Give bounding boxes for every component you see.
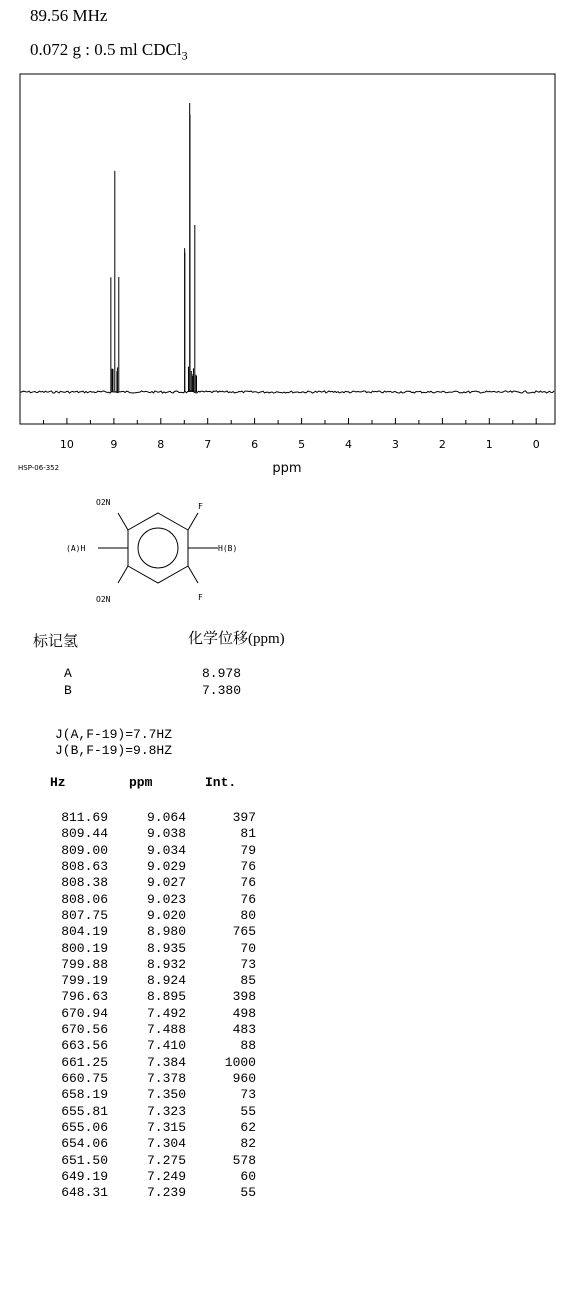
top-no2-label: O2N: [96, 498, 111, 507]
table-row: [40, 859, 256, 875]
x-tick-label: 9: [110, 438, 118, 451]
table-row: [40, 957, 256, 973]
peak-ppm-cell: 9.029: [146, 858, 186, 874]
table-row: [40, 1120, 256, 1136]
peak-ppm-cell: 7.384: [146, 1054, 186, 1070]
peak-hz-cell: 799.88: [61, 956, 108, 972]
bond-top-no2: [118, 513, 128, 530]
table-row: [40, 810, 256, 826]
x-tick-label: 6: [251, 438, 259, 451]
table-row: [40, 1136, 256, 1152]
table-row: [40, 1169, 256, 1185]
peak-hz-cell: 804.19: [61, 924, 108, 940]
x-tick-label: 8: [157, 438, 165, 451]
x-tick-label: 5: [298, 438, 306, 451]
peak-int-cell: 55: [240, 1185, 256, 1201]
peak-ppm-cell: 7.275: [146, 1152, 186, 1168]
spectrometer-frequency: 89.56 MHz: [30, 6, 108, 25]
peak-ppm-cell: 7.488: [146, 1022, 186, 1038]
peak-ppm-cell: 8.895: [146, 989, 186, 1005]
peak-int-cell: 80: [240, 907, 256, 923]
peak-hz-cell: 796.63: [61, 989, 108, 1005]
x-axis-ticks: [20, 418, 540, 451]
peak-ppm-cell: 8.924: [146, 973, 186, 989]
coupling-b: J(B,F-19)=9.8HZ: [55, 743, 173, 758]
peak-int-cell: 765: [232, 924, 256, 940]
x-tick-label: 2: [438, 438, 446, 451]
peak-ppm-cell: 7.323: [146, 1103, 186, 1119]
peak-ppm-cell: 8.980: [146, 924, 186, 940]
peak-hz-cell: 658.19: [61, 1087, 108, 1103]
peak-ppm-cell: 9.038: [146, 826, 186, 842]
peak-ppm-cell: 9.020: [146, 907, 186, 923]
table-row: [40, 1185, 256, 1201]
peak-ppm-cell: 9.023: [146, 891, 186, 907]
coupling-a: J(A,F-19)=7.7HZ: [55, 727, 173, 742]
table-row: [40, 973, 256, 989]
bond-top-f: [188, 513, 198, 530]
sample-subscript: 3: [181, 48, 188, 63]
table-row: [40, 826, 256, 842]
peak-hz-cell: 807.75: [61, 907, 108, 923]
left-h-label: (A)H: [66, 544, 86, 553]
nmr-spectrum-chart: [0, 0, 570, 485]
peak-int-cell: 88: [240, 1038, 256, 1054]
peak-int-cell: 62: [240, 1119, 256, 1135]
peak-hz-cell: 651.50: [61, 1152, 108, 1168]
peak-int-cell: 76: [240, 875, 256, 891]
table-row: [40, 1153, 256, 1169]
peak-hz-cell: 808.38: [61, 875, 108, 891]
peak-int-cell: 483: [232, 1022, 256, 1038]
peak-ppm-cell: 7.239: [146, 1185, 186, 1201]
peak-ppm-cell: 7.410: [146, 1038, 186, 1054]
peak-hz-cell: 809.44: [61, 826, 108, 842]
peak-ppm-cell: 7.350: [146, 1087, 186, 1103]
bottom-f-label: F: [198, 593, 203, 602]
top-f-label: F: [198, 502, 203, 511]
table-row: [40, 892, 256, 908]
peak-hz-cell: 670.94: [61, 1005, 108, 1021]
peak-hz-cell: 800.19: [61, 940, 108, 956]
peak-ppm-cell: 7.378: [146, 1071, 186, 1086]
assignment-shift-b: 7.380: [202, 683, 242, 698]
aromatic-circle: [138, 528, 178, 568]
peak-hz-cell: 670.56: [61, 1022, 108, 1038]
peak-ppm-cell: 7.492: [146, 1005, 186, 1021]
label-column-header: 标记氢: [33, 634, 79, 650]
table-row: [40, 843, 256, 859]
peak-int-cell: 397: [232, 810, 256, 825]
x-tick-label: 3: [391, 438, 399, 451]
spectrum-baseline: [20, 391, 554, 393]
molecule-structure: [60, 488, 280, 623]
peak-hz-cell: 654.06: [61, 1136, 108, 1152]
table-row: [40, 924, 256, 940]
table-row: [40, 989, 256, 1005]
spectrum-code: HSP-06-352: [18, 464, 60, 472]
peak-hz-cell: 655.06: [61, 1119, 108, 1135]
peak-ppm-cell: 8.932: [146, 956, 186, 972]
table-row: [40, 941, 256, 957]
peak-int-cell: 73: [240, 1087, 256, 1103]
peak-int-cell: 79: [240, 842, 256, 858]
peak-header-hz: Hz: [50, 775, 66, 790]
peak-int-cell: 76: [240, 858, 256, 874]
peak-int-cell: 85: [240, 973, 256, 989]
table-row: [40, 875, 256, 891]
peak-hz-cell: 811.69: [61, 810, 108, 825]
peak-ppm-cell: 9.027: [146, 875, 186, 891]
peak-ppm-cell: 7.315: [146, 1119, 186, 1135]
peak-hz-cell: 648.31: [61, 1185, 108, 1201]
peak-int-cell: 498: [232, 1005, 256, 1021]
peak-hz-cell: 799.19: [61, 973, 108, 989]
bond-bottom-no2: [118, 566, 128, 583]
benzene-ring: [128, 513, 188, 583]
peak-hz-cell: 809.00: [61, 842, 108, 858]
assignment-shift-a: 8.978: [202, 666, 242, 681]
peak-ppm-cell: 7.304: [146, 1136, 186, 1152]
peak-hz-cell: 661.25: [61, 1054, 108, 1070]
x-tick-label: 4: [345, 438, 352, 451]
peak-int-cell: 578: [232, 1152, 256, 1168]
peak-hz-cell: 808.06: [61, 891, 108, 907]
table-row: [40, 1055, 256, 1071]
table-row: [40, 1022, 256, 1038]
x-tick-label: 0: [532, 438, 540, 451]
peak-hz-cell: 655.81: [61, 1103, 108, 1119]
peak-header-ppm: ppm: [129, 775, 153, 790]
peak-hz-cell: 663.56: [61, 1038, 108, 1054]
x-tick-label: 10: [59, 438, 74, 451]
table-row: [40, 1071, 256, 1087]
x-tick-label: 7: [204, 438, 212, 451]
peak-hz-cell: 649.19: [61, 1168, 108, 1184]
right-h-label: H(B): [218, 544, 238, 553]
table-row: [40, 1038, 256, 1054]
bond-bottom-f: [188, 566, 198, 583]
peak-hz-cell: 660.75: [61, 1071, 108, 1086]
sample-text: 0.072 g : 0.5 ml CDCl: [30, 40, 182, 59]
peak-table: [40, 810, 256, 1202]
peak-int-cell: 960: [232, 1071, 256, 1086]
peak-int-cell: 398: [232, 989, 256, 1005]
peak-ppm-cell: 9.034: [146, 842, 186, 858]
bottom-no2-label: O2N: [96, 595, 111, 604]
peak-header-int: Int.: [205, 775, 237, 790]
spectrum-peaks: [20, 103, 554, 393]
peak-int-cell: 55: [240, 1103, 256, 1119]
x-tick-label: 1: [485, 438, 493, 451]
x-axis-label: ppm: [272, 461, 302, 476]
peak-int-cell: 81: [240, 826, 256, 842]
peak-int-cell: 76: [240, 891, 256, 907]
assignment-label-b: B: [64, 683, 72, 698]
peak-ppm-cell: 9.064: [146, 810, 186, 825]
table-row: [40, 1006, 256, 1022]
peak-hz-cell: 808.63: [61, 858, 108, 874]
table-row: [40, 908, 256, 924]
peak-int-cell: 82: [240, 1136, 256, 1152]
peak-int-cell: 60: [240, 1168, 256, 1184]
peak-ppm-cell: 7.249: [146, 1168, 186, 1184]
table-row: [40, 1104, 256, 1120]
peak-int-cell: 1000: [224, 1054, 256, 1070]
peak-int-cell: 70: [240, 940, 256, 956]
shift-column-header: 化学位移(ppm): [188, 631, 285, 647]
table-row: [40, 1087, 256, 1103]
peak-int-cell: 73: [240, 956, 256, 972]
peak-ppm-cell: 8.935: [146, 940, 186, 956]
assignment-label-a: A: [64, 666, 72, 681]
plot-frame: [20, 74, 555, 424]
